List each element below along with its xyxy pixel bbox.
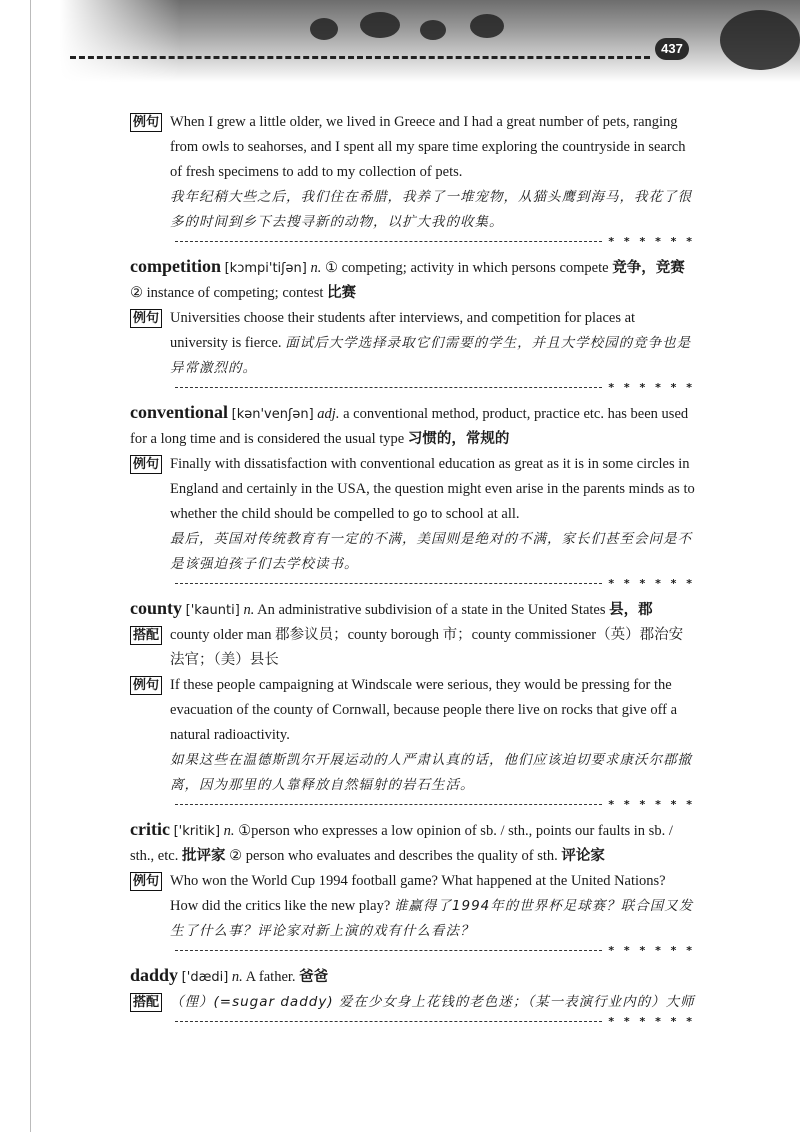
page-number: 437 (655, 38, 689, 60)
part-of-speech: n. (231, 969, 243, 985)
separator-stars: * * * * * * (608, 798, 695, 811)
entry-headline (130, 596, 695, 623)
example-block (130, 869, 695, 944)
example-chinese: 谁赢得了1994年的世界杯足球赛？联合国又发生了什么事？评论家对新上演的戏有什么看法？ (170, 898, 694, 939)
definition: ② instance of competing; contest (130, 285, 324, 301)
example-body (170, 869, 695, 944)
example-tag: 例句 (130, 676, 162, 695)
headword: conventional (130, 402, 229, 422)
entry-headline (130, 817, 695, 869)
example-body (170, 673, 695, 798)
header-ornament (420, 20, 446, 40)
part-of-speech: adj. (317, 406, 340, 422)
example-tag: 例句 (130, 309, 162, 328)
headword: critic (130, 819, 170, 839)
part-of-speech: n. (310, 260, 322, 276)
separator-line (175, 241, 602, 242)
example-english: When I grew a little older, we lived in Greece and I had a great number of pets, ranging from owls to seahorses, and I spent all my spare time exploring the countryside in search of fresh specimens to add to my collection of pets. (170, 114, 686, 180)
definition-chinese: 评论家 (561, 848, 605, 864)
entry-separator (175, 381, 695, 394)
separator-line (175, 950, 602, 951)
headword: competition (130, 256, 221, 276)
headword: daddy (130, 965, 179, 985)
example-body (170, 110, 695, 235)
example-tag: 例句 (130, 455, 162, 474)
phonetic: ['kritik] (173, 824, 221, 839)
collocation-tag: 搭配 (130, 993, 162, 1012)
page-header-decoration (60, 0, 800, 82)
separator-line (175, 583, 602, 584)
entry-headline (130, 400, 695, 452)
header-dashed-rule (70, 56, 650, 59)
example-block (130, 673, 695, 798)
separator-stars: * * * * * * (608, 235, 695, 248)
definition-chinese: 竞争，竞赛 (612, 260, 685, 276)
separator-stars: * * * * * * (608, 944, 695, 957)
example-english: Who won the World Cup 1994 football game? What happened at the United Nations? How did the critics like the new play? (170, 873, 666, 914)
example-english: Universities choose their students after interviews, and competition for places at university is fierce. (170, 310, 636, 351)
example-body (170, 306, 695, 381)
entry-separator (175, 944, 695, 957)
page-edge-rule (30, 0, 31, 1132)
example-tag: 例句 (130, 113, 162, 132)
phonetic: ['dædi] (181, 970, 229, 985)
separator-line (175, 804, 602, 805)
example-chinese: 面试后大学选择录取它们需要的学生，并且大学校园的竞争也是异常激烈的。 (170, 335, 692, 376)
definition: ① competing; activity in which persons compete (324, 260, 609, 276)
entry-separator (175, 1015, 695, 1028)
entry-separator (175, 798, 695, 811)
example-english: Finally with dissatisfaction with conventional education as great as it is in some circles in England and certainly in the USA, the question might even arise in the parents minds as to whether the child should be compelled to go to school at all. (170, 456, 695, 522)
example-chinese: 我年纪稍大些之后，我们住在希腊，我养了一堆宠物，从猫头鹰到海马，我花了很多的时间到乡下去搜寻新的动物，以扩大我的收集。 (170, 189, 693, 230)
collocation-block (130, 623, 695, 673)
entry-competition (130, 254, 695, 394)
definition: ② person who evaluates and describes the quality of sth. (229, 848, 558, 864)
collocation-block (130, 990, 695, 1015)
phonetic: ['kaunti] (185, 603, 240, 618)
definition-chinese: 县，郡 (609, 602, 653, 618)
entry-headline (130, 254, 695, 306)
header-ornament (470, 14, 504, 38)
definition-chinese: 爸爸 (299, 969, 329, 985)
entry-critic (130, 817, 695, 957)
separator-line (175, 387, 602, 388)
definition-chinese: 习惯的，常规的 (407, 431, 510, 447)
definition: a conventional method, product, practice etc. has been used for a long time and is considered the usual type (130, 406, 689, 447)
part-of-speech: n. (223, 823, 235, 839)
example-block (130, 452, 695, 577)
collocation-body: （俚）(=sugar daddy) 爱在少女身上花钱的老色迷；（某一表演行业内的）大师 (170, 994, 695, 1010)
separator-stars: * * * * * * (608, 381, 695, 394)
collocation-body: county older man 郡参议员；county borough 市；county commissioner（英）郡治安法官；（美）县长 (170, 627, 684, 668)
definition: ①person who expresses a low opinion of sb. / sth., points our faults in sb. / sth., etc. (130, 823, 673, 864)
entry-separator (175, 235, 695, 248)
phonetic: [kɔmpi'tiʃən] (224, 261, 307, 276)
entry-separator (175, 577, 695, 590)
entry-county (130, 596, 695, 811)
example-block (130, 110, 695, 235)
part-of-speech: n. (243, 602, 255, 618)
definition: A father. (245, 969, 296, 985)
example-body (170, 452, 695, 577)
headword: county (130, 598, 183, 618)
example-chinese: 最后，英国对传统教育有一定的不满，美国则是绝对的不满，家长们甚至会问是不是该强迫孩子们去学校读书。 (170, 531, 693, 572)
entry-conventional (130, 400, 695, 590)
header-ornament (360, 12, 400, 38)
definition-chinese: 比赛 (327, 285, 357, 301)
phonetic: [kən'venʃən] (231, 407, 314, 422)
separator-stars: * * * * * * (608, 1015, 695, 1028)
entry-continuation (130, 110, 695, 248)
example-tag: 例句 (130, 872, 162, 891)
definition: An administrative subdivision of a state in the United States (257, 602, 606, 618)
entry-headline (130, 963, 695, 990)
collocation-tag: 搭配 (130, 626, 162, 645)
separator-line (175, 1021, 602, 1022)
example-chinese: 如果这些在温德斯凯尔开展运动的人严肃认真的话，他们应该迫切要求康沃尔郡撤离，因为那里的人靠释放自然辐射的岩石生活。 (170, 752, 693, 793)
header-ornament (310, 18, 338, 40)
example-block (130, 306, 695, 381)
entry-daddy (130, 963, 695, 1028)
example-english: If these people campaigning at Windscale were serious, they would be pressing for the evacuation of the county of Cornwall, because people there live on rocks that give off a natural radioactivity. (170, 677, 678, 743)
header-ornament (720, 10, 800, 70)
definition-chinese: 批评家 (181, 848, 226, 864)
separator-stars: * * * * * * (608, 577, 695, 590)
dictionary-entries (130, 110, 695, 1034)
